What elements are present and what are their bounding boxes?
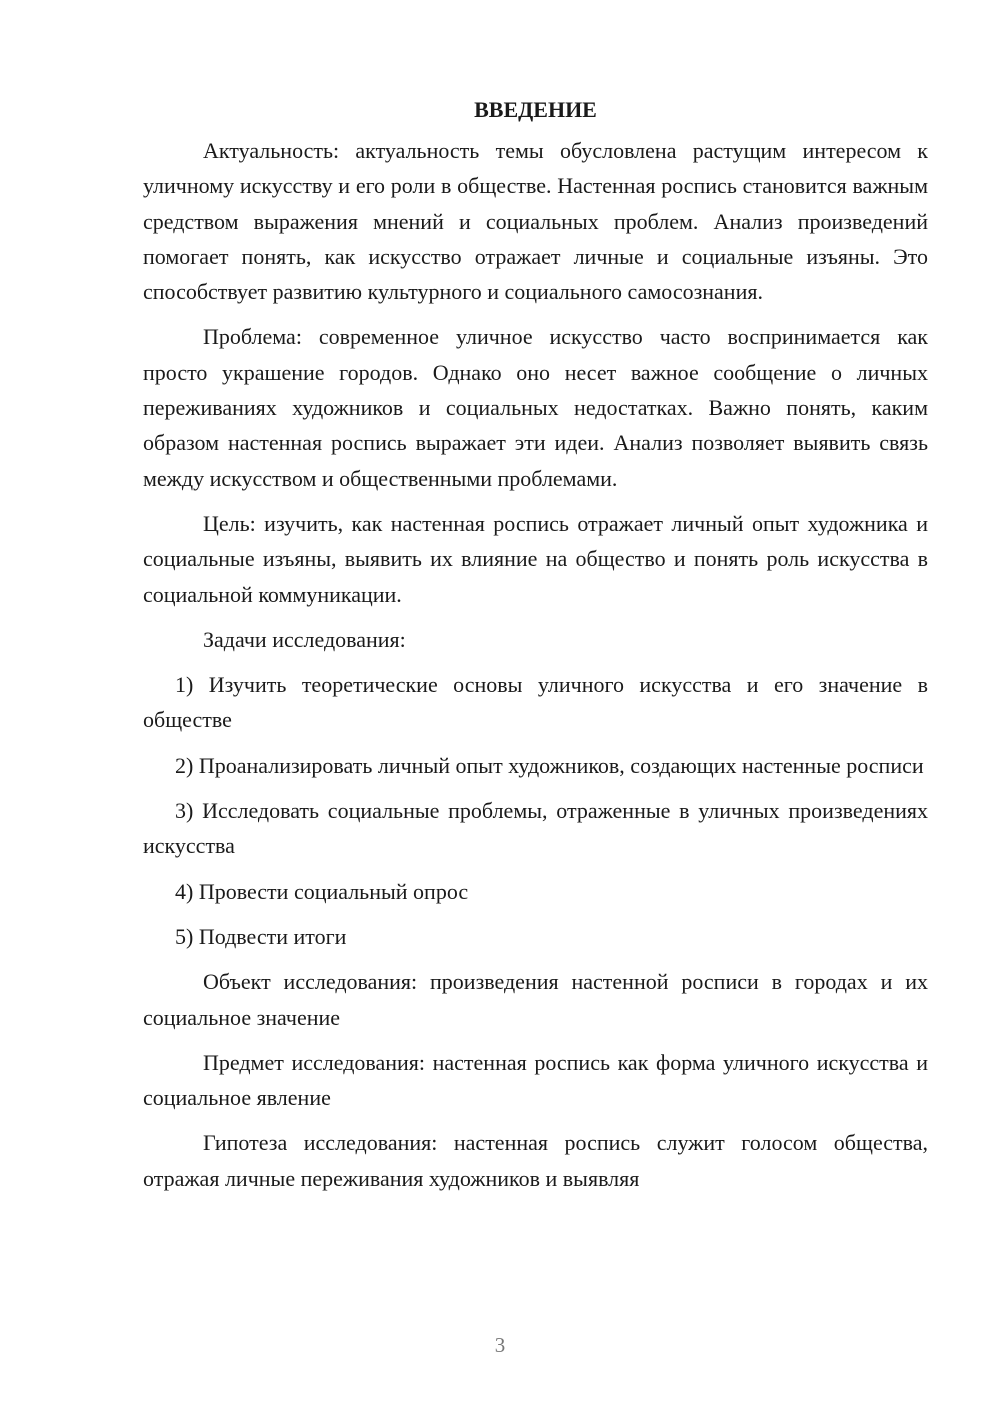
task-item-5: 5) Подвести итоги: [175, 923, 347, 949]
paragraph-object: Объект исследования: произведения настенной росписи в городах и их социальное значение: [143, 969, 928, 1030]
paragraph-hypothesis: Гипотеза исследования: настенная роспись служит голосом общества, отражая личные переживания художников и выявляя: [143, 1130, 928, 1191]
paragraph-relevance: Актуальность: актуальность темы обусловлена растущим интересом к уличному искусству и его роли в обществе. Настенная роспись становится важным средством выражения мнений и социальных проблем. Анализ произведений помогает понять, как искусство отражает личные и социальные изъяны. Это способствует развитию культурного и социального самосознания.: [143, 138, 928, 305]
document-page: [143, 95, 928, 1206]
page-number: 3: [494, 1333, 506, 1357]
task-item-4: 4) Провести социальный опрос: [175, 878, 469, 904]
task-item-1: 1) Изучить теоретические основы уличного искусства и его значение в обществе: [143, 672, 928, 733]
task-item-2: 2) Проанализировать личный опыт художников, создающих настенные росписи: [175, 752, 924, 778]
task-item-3: 3) Исследовать социальные проблемы, отраженные в уличных произведениях искусства: [143, 798, 928, 859]
section-title: ВВЕДЕНИЕ: [474, 97, 597, 122]
paragraph-tasks-heading: Задачи исследования:: [203, 626, 406, 652]
paragraph-subject: Предмет исследования: настенная роспись как форма уличного искусства и социальное явление: [143, 1049, 928, 1111]
paragraph-problem: Проблема: современное уличное искусство часто воспринимается как просто украшение городов. Однако оно несет важное сообщение о личных переживаниях художников и социальных недостатках. Важно понять, каким образом настенная роспись выражает эти идеи. Анализ позволяет выявить связь между искусством и общественными проблемами.: [143, 324, 928, 491]
paragraph-goal: Цель: изучить, как настенная роспись отражает личный опыт художника и социальные изъяны, выявить их влияние на общество и понять роль искусства в социальной коммуникации.: [143, 510, 928, 607]
